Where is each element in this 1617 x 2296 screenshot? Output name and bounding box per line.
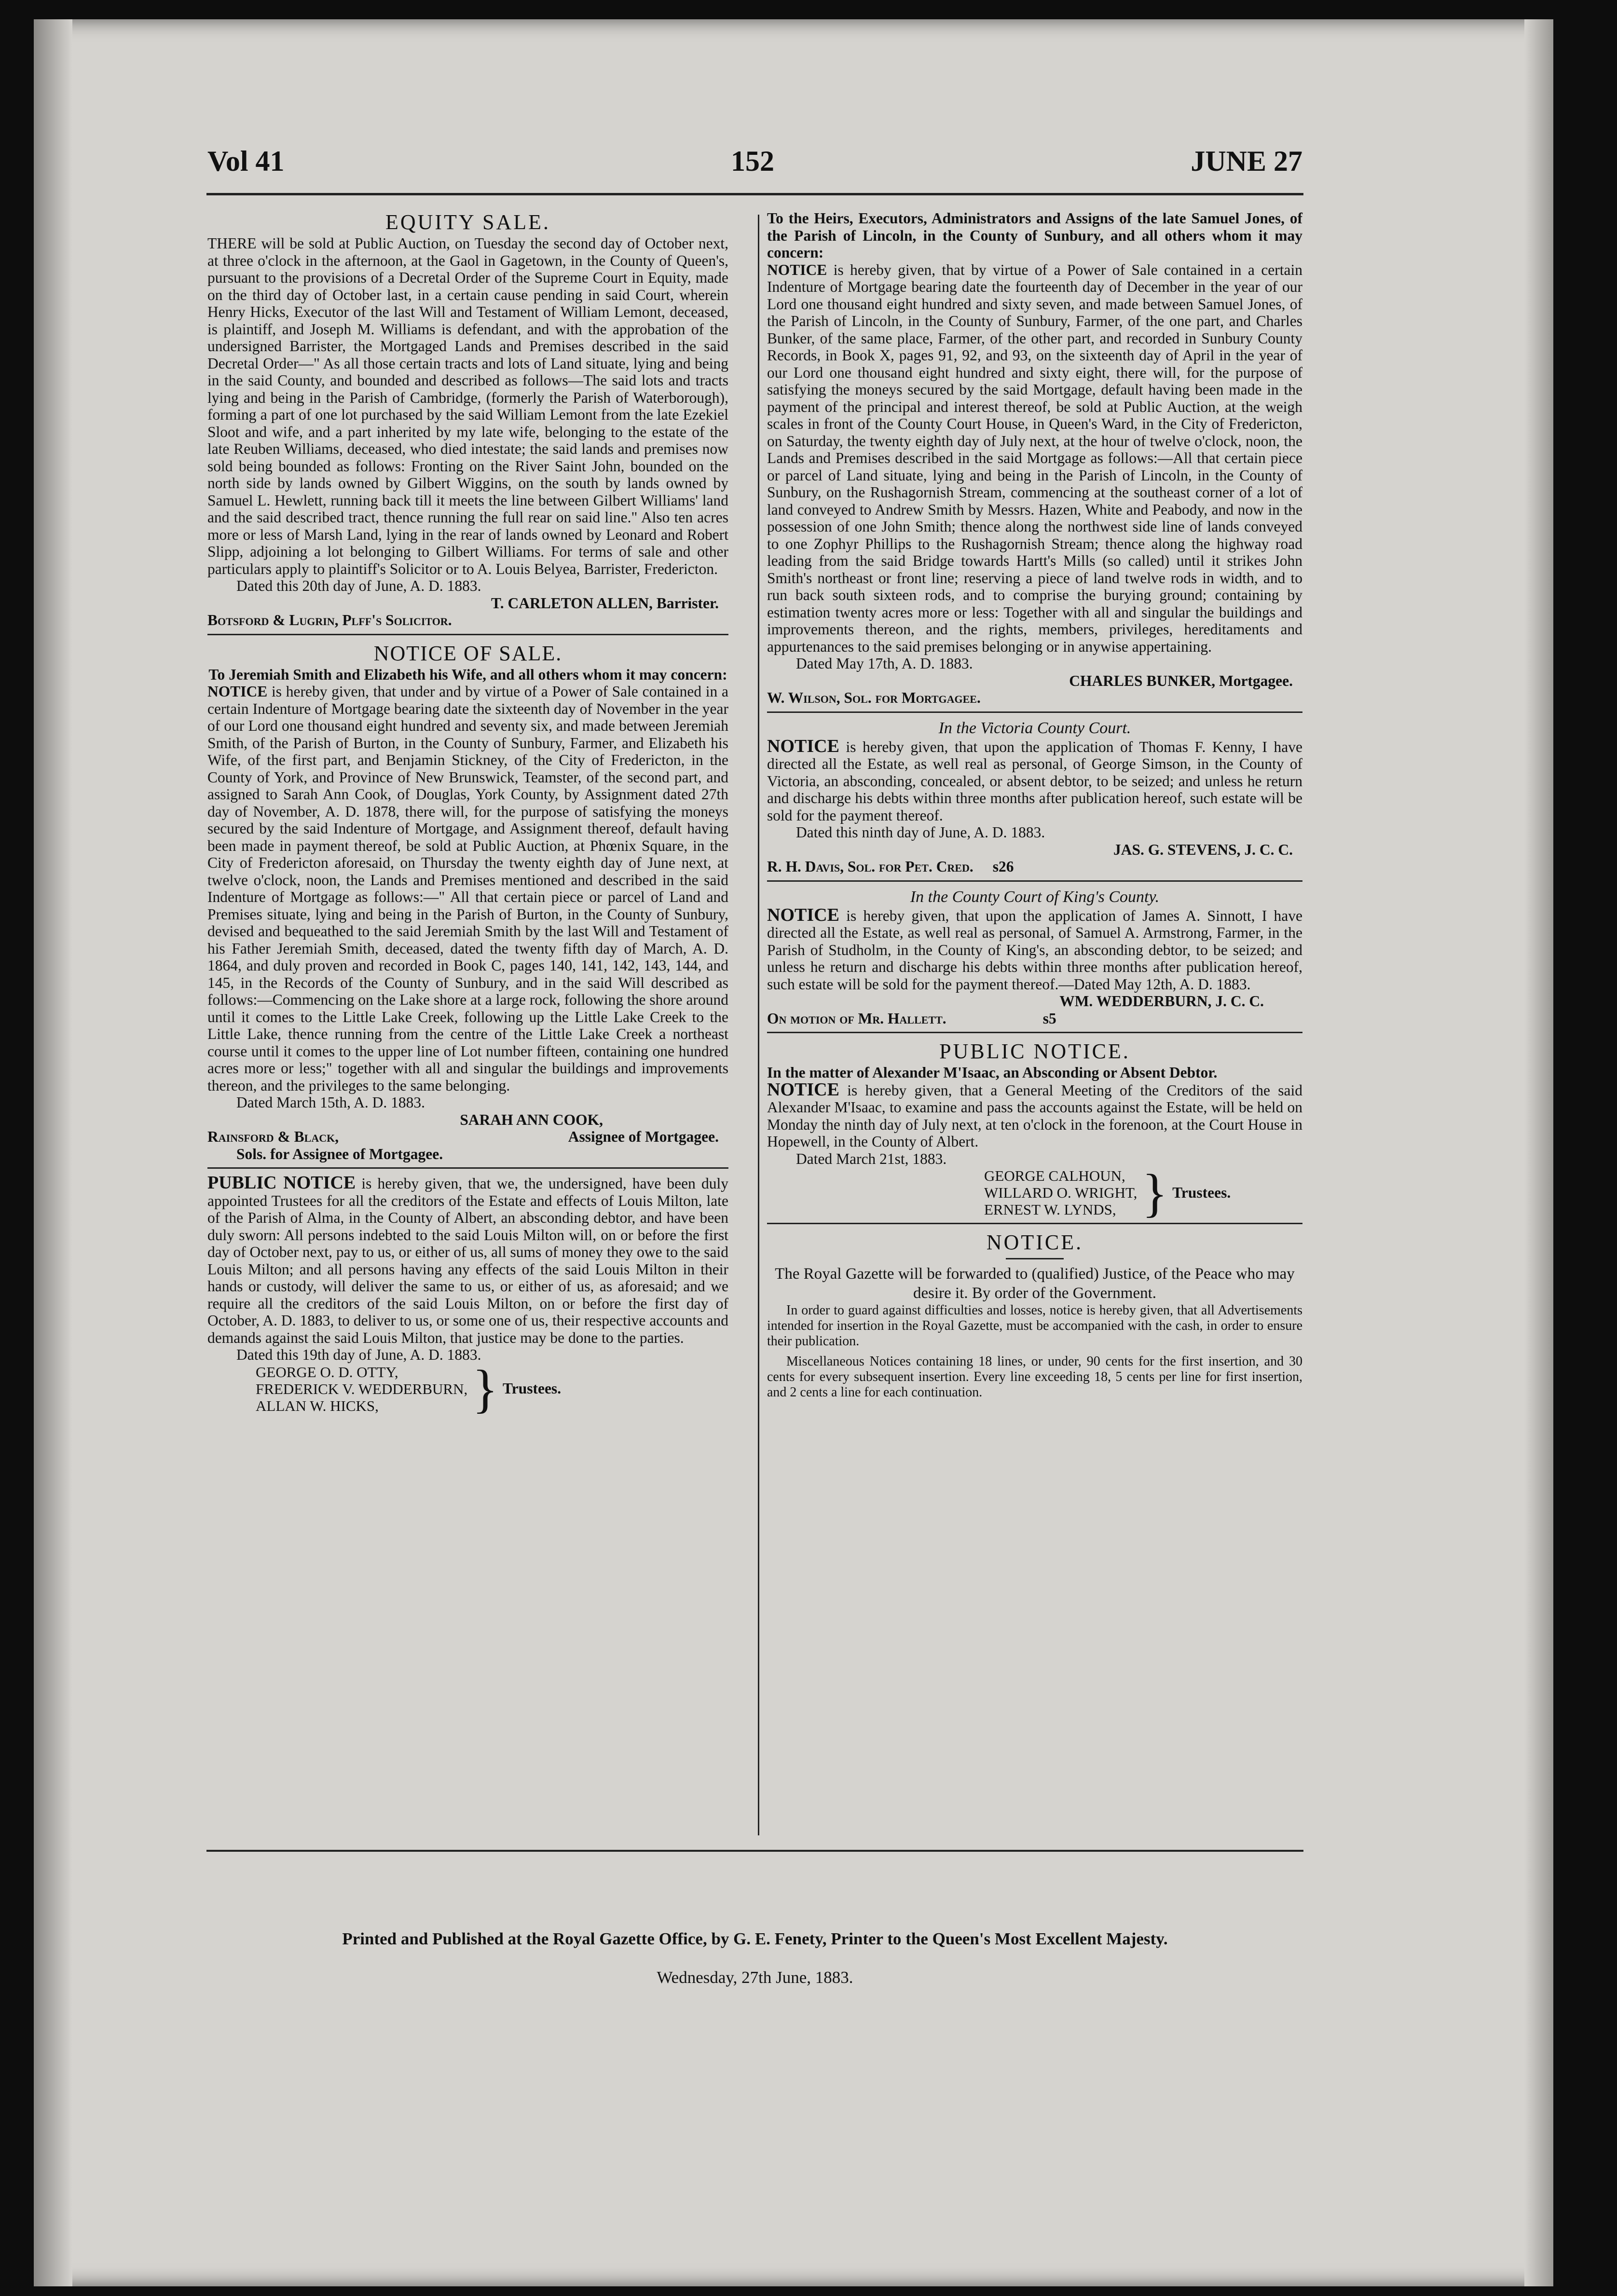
equity-sale-title: EQUITY SALE.: [385, 210, 551, 234]
victoria-dated: Dated this ninth day of June, A. D. 1883.: [796, 824, 1045, 841]
notice-of-sale-signature-row: [207, 1128, 728, 1146]
gazette-forwarding-text: The Royal Gazette will be forwarded to (qualified) Justice, of the Peace who may desire it. By order of the Government.: [775, 1265, 1295, 1302]
notice-of-sale-text: [207, 683, 728, 1094]
advertisement-rates-text: Miscellaneous Notices containing 18 lines, or under, 90 cents for the first insertion, and 30 cents for every subsequent insertion. Every line exceeding 18, 5 cents per line for first insertion, and 2 cents a line for each continuation.: [767, 1354, 1302, 1400]
public-notice-title: PUBLIC NOTICE.: [939, 1039, 1130, 1063]
public-notice-matter: In the matter of Alexander M'Isaac, an Absconding or Absent Debtor.: [767, 1064, 1218, 1081]
public-notice-body: is hereby given, that a General Meeting of the Creditors of the said Alexander M'Isaac, to examine and pass the accounts against the Estate, will be held on Monday the ninth day of July next, at ten o'clock in the forenoon, at the Court House in Hopewell, in the County of Albert.: [767, 1081, 1302, 1150]
footer-rule: [206, 1850, 1303, 1852]
notice-lead: NOTICE: [767, 904, 839, 925]
page-gutter-shadow: [34, 19, 72, 2286]
victoria-solicitor: R. H. Davis, Sol. for Pet. Cred.: [767, 858, 973, 875]
bunker-dated: Dated May 17th, A. D. 1883.: [796, 655, 973, 672]
divider: [207, 1167, 728, 1169]
divider: [207, 634, 728, 635]
gazette-notice-title: NOTICE.: [986, 1230, 1083, 1254]
trustees-label: Trustees.: [1172, 1184, 1231, 1201]
notice-lead: NOTICE: [767, 261, 827, 278]
trustee-name: WILLARD O. WRIGHT,: [984, 1184, 1137, 1201]
trustee-name: GEORGE O. D. OTTY,: [256, 1363, 398, 1380]
page-number: 152: [731, 145, 774, 177]
notice-of-sale-title: NOTICE OF SALE.: [373, 641, 562, 665]
publication-date: Wednesday, 27th June, 1883.: [657, 1968, 853, 1987]
notice-lead: NOTICE: [767, 736, 839, 756]
notice-of-sale-dated: Dated March 15th, A. D. 1883.: [236, 1094, 425, 1111]
publisher-imprint: Printed and Published at the Royal Gazette Office, by G. E. Fenety, Printer to the Queen's Most Excellent Majesty.: [342, 1929, 1168, 1948]
trustee-block: [256, 1359, 728, 1418]
page-edge-shadow: [1524, 19, 1553, 2286]
column-divider: [758, 215, 759, 1835]
advertisement-guard-text: In order to guard against difficulties and losses, notice is hereby given, that all Advertisements intended for insertion in the Royal Gazette, must be accompanied with the cash, in order to ensure their publication.: [767, 1303, 1302, 1349]
victoria-solicitor-row: [767, 858, 1302, 875]
short-rule: [1006, 1258, 1064, 1259]
bunker-body: is hereby given, that by virtue of a Power of Sale contained in a certain Indenture of Mortgage bearing date the fourteenth day of December in the year of our Lord one thousand eight hundred and sixty seven, and made between Samuel Jones, of the Parish of Lincoln, in the County of Sunbury, Farmer, of the one part, and Charles Bunker, of the same place, Farmer, of the other part, and recorded in Sunbury County Records, in Book X, pages 91, 92, and 93, on the sixteenth day of April in the year of our Lord one thousand eight hundred and sixty eight, there will, for the purpose of satisfying the moneys secured by the said Mortgage, default having been made in the payment of the principal and interest thereof, be sold at Public Auction, at the weigh scales in front of the County Court House, in Queen's Ward, in the City of Fredericton, on Saturday, the twenty eighth day of July next, at the hour of twelve o'clock, noon, the Lands and Premises described in the said Mortgage as follows:—All that certain piece or parcel of Land situate, lying and being in the Parish of Lincoln, in the County of Sunbury, on the Rushagornish Stream, commencing at the southeast corner of a lot of land conveyed to Andrew Smith by Messrs. Hazen, White and Peabody, and now in the possession of one John Smith; thence along the northwest side line of lands conveyed to one Zophyr Phillips to the Rushagornish Stream; thence along the highway road leading from the said Bridge towards Hartt's Mills (so called) until it strikes John Smith's northeast or front line; reserving a piece of land twelve rods in width, and to run back south sixteen rods, and to comprise the burying ground; containing by estimation twenty acres more or less: Together with all and singular the buildings and improvements thereon, and the rights, members, privileges, hereditaments and appurtenances to the said premises belonging or in anywise appertaining.: [767, 261, 1302, 655]
notice-of-sale-sols: Sols. for Assignee of Mortgagee.: [236, 1145, 443, 1162]
left-column: [207, 210, 728, 1418]
notice-lead: NOTICE: [767, 1079, 839, 1100]
notice-of-sale-address: To Jeremiah Smith and Elizabeth his Wife, and all others whom it may concern:: [208, 666, 727, 683]
kings-code: s5: [1042, 1010, 1056, 1027]
bunker-address: To the Heirs, Executors, Administrators and Assigns of the late Samuel Jones, of the Parish of Lincoln, in the County of Sunbury, and all others whom it may concern:: [767, 210, 1302, 261]
public-notice-text: [767, 1081, 1302, 1150]
header-rule: [206, 193, 1303, 195]
victoria-county-court-notice: [767, 719, 1302, 875]
equity-sale-dated: Dated this 20th day of June, A. D. 1883.: [236, 577, 481, 594]
victoria-code: s26: [992, 858, 1014, 875]
divider: [767, 880, 1302, 882]
equity-sale-signer: T. CARLETON ALLEN, Barrister.: [491, 594, 719, 612]
victoria-court-heading: In the Victoria County Court.: [938, 719, 1131, 737]
kings-body: is hereby given, that upon the application of James A. Sinnott, I have directed all the Estate, as well real as personal, of Samuel A. Armstrong, Farmer, in the Parish of Studholm, in the County of King's, an absconding debtor, to be seized; and unless he return and discharge his debts within three months after publication hereof, such estate will be sold for the payment thereof.—Dated May 12th, A. D. 1883.: [767, 907, 1302, 993]
divider: [767, 1032, 1302, 1033]
victoria-signer: JAS. G. STEVENS, J. C. C.: [1113, 841, 1293, 858]
notice-lead: NOTICE: [207, 683, 268, 700]
trustee-name: ALLAN W. HICKS,: [256, 1397, 379, 1414]
kings-signer: WM. WEDDERBURN, J. C. C.: [1059, 993, 1264, 1010]
kings-court-heading: In the County Court of King's County.: [910, 888, 1160, 906]
equity-sale-solicitor: Botsford & Lugrin, Plff's Solicitor.: [207, 612, 452, 629]
gazette-notice: [767, 1230, 1302, 1400]
trustees-label: Trustees.: [503, 1380, 562, 1397]
bunker-solicitor: W. Wilson, Sol. for Mortgagee.: [767, 689, 981, 706]
trustee-names: [256, 1364, 467, 1414]
kings-motion: On motion of Mr. Hallett.: [767, 1010, 946, 1027]
bunker-text: [767, 261, 1302, 656]
notice-of-sale-body: is hereby given, that under and by virtue of a Power of Sale contained in a certain Indenture of Mortgage bearing date the sixteenth day of November in the year of our Lord one thousand eight hundred and seventy six, and made between Jeremiah Smith, of the Parish of Burton, in the County of Sunbury, Farmer, and Elizabeth his Wife, of the first part, and Benjamin Stickney, of the City of Fredericton, in the County of York, and Province of New Brunswick, Teamster, of the second part, and assigned to Sarah Ann Cook, of Douglas, York County, by Assignment dated 27th day of November, A. D. 1878, there will, for the purpose of satisfying the moneys secured by the said Indenture of Mortgage, and Assignment thereof, default having been made in payment thereof, be sold at Public Auction, at Phœnix Square, in the City of Fredericton aforesaid, on Thursday the twenty eighth day of June next, at twelve o'clock, noon, the Lands and Premises mentioned and described in the said Indenture of Mortgage as follows:—" All that certain piece or parcel of Land and Premises situate, lying and being in the Parish of Burton, in the County of Sunbury, devised and bequeathed to the said Jeremiah Smith by the last Will and Testament of his Father Jeremiah Smith, deceased, dated the twenty fifth day of March, A. D. 1864, and duly proven and recorded in Book C, pages 140, 141, 142, 143, 144, and 145, in the Records of the County of Sunbury, and in the said Will described as follows:—Commencing on the Lake shore at a large rock, following the shore around until it comes to the Little Lake Creek, following up the Little Lake Creek to the Little Lake, thence running from the centre of the Little Lake Creek a northeast course until it comes to the upper line of Lot number fifteen, containing one hundred acres more or less;" together with all and singular the buildings and improvements thereon, and the privileges to the same belonging.: [207, 683, 728, 1094]
notice-of-sale-role: Assignee of Mortgagee.: [568, 1128, 719, 1145]
trustee-name: GEORGE CALHOUN,: [984, 1167, 1125, 1184]
victoria-text: [767, 738, 1302, 824]
brace-glyph: }: [472, 1359, 498, 1418]
divider: [767, 1223, 1302, 1224]
kings-text: [767, 904, 1302, 993]
bunker-signer: CHARLES BUNKER, Mortgagee.: [1069, 672, 1293, 689]
notice-of-sale-firm: Rainsford & Black,: [207, 1128, 339, 1145]
trustee-block: [984, 1163, 1302, 1222]
brace-glyph: }: [1142, 1163, 1168, 1222]
public-notice-body: is hereby given, that we, the undersigned, have been duly appointed Trustees for all the creditors of the Estate and effects of Louis Milton, late of the Parish of Alma, in the County of Albert, an absconding debtor, and have been duly sworn: All persons indebted to the said Louis Milton will, on or before the first day of October next, pay to us, or either of us, all sums of money they owe to the said Louis Milton; and all persons having any effects of the said Louis Milton in their hands or custody, will deliver the same to us, or either of us, as aforesaid; and we require all the creditors of the said Louis Milton, on or before the first day of October, A. D. 1883, to deliver to us, or some one of us, their respective accounts and demands against the said Louis Milton, that justice may be done to the parties.: [207, 1175, 728, 1346]
trustee-names: [984, 1167, 1137, 1218]
public-notice-dated: Dated March 21st, 1883.: [796, 1150, 947, 1167]
kings-county-court-notice: [767, 888, 1302, 1027]
equity-sale-body: THERE will be sold at Public Auction, on Tuesday the second day of October next, at three o'clock in the afternoon, at the Gaol in Gagetown, in the County of Queen's, pursuant to the provisions of a Decretal Order of the Supreme Court in Equity, made on the third day of October last, in a certain cause pending in said Court, wherein Henry Hicks, Executor of the last Will and Testament of William Lemont, deceased, is plaintiff, and Joseph M. Williams is defendant, and with the approbation of the undersigned Barrister, the Mortgaged Lands and Premises described in the said Decretal Order—" As all those certain tracts and lots of Land situate, lying and being in the said County, and bounded and described as follows—The said lots and tracts lying and being in the Parish of Cambridge, (formerly the Parish of Waterborough), forming a part of one lot purchased by the said William Lemont from the late Ezekiel Sloot and wife, and a part inherited by my late wife, belonging to the estate of the late Reuben Williams, deceased, who died intestate; the said lands and premises now sold being bounded as follows: Fronting on the River Saint John, bounded on the north side by lands owned by Gilbert Wiggins, on the south by lands owned by Samuel L. Hewlett, running back till it meets the line between Gilbert Williams' land and the said described tract, thence running the full rear on said line." Also ten acres more or less of Marsh Land, lying in the rear of lands owned by Leonard and Robert Slipp, adjoining a lot belonging to Gilbert Williams. For terms of sale and other particulars apply to plaintiff's Solicitor or to A. Louis Belyea, Barrister, Fredericton.: [207, 235, 728, 577]
notice-of-sale: [207, 641, 728, 1163]
issue-date: JUNE 27: [1191, 145, 1302, 177]
public-notice-lead: PUBLIC NOTICE: [207, 1173, 356, 1193]
public-notice-dated: Dated this 19th day of June, A. D. 1883.: [236, 1346, 481, 1363]
victoria-body: is hereby given, that upon the application of Thomas F. Kenny, I have directed all the Estate, as well real as personal, of George Simson, in the County of Victoria, an absconding, concealed, or absent debtor, to be seized; and unless he return and discharge his debts within three months after publication hereof, such estate will be sold for the payment thereof.: [767, 738, 1302, 824]
trustee-name: ERNEST W. LYNDS,: [984, 1201, 1116, 1218]
equity-sale-notice: [207, 210, 728, 629]
divider: [767, 711, 1302, 713]
public-notice-text: [207, 1175, 728, 1346]
kings-motion-row: [767, 1010, 1302, 1027]
public-notice-trustees: [207, 1173, 728, 1418]
notice-of-sale-signer: SARAH ANN COOK,: [460, 1111, 603, 1128]
volume-number: Vol 41: [207, 145, 285, 177]
public-notice-calhoun: [767, 1039, 1302, 1222]
bunker-mortgage-notice: [767, 210, 1302, 707]
page-header: [207, 145, 1302, 183]
trustee-name: FREDERICK V. WEDDERBURN,: [256, 1380, 468, 1397]
right-column: [767, 210, 1302, 1400]
